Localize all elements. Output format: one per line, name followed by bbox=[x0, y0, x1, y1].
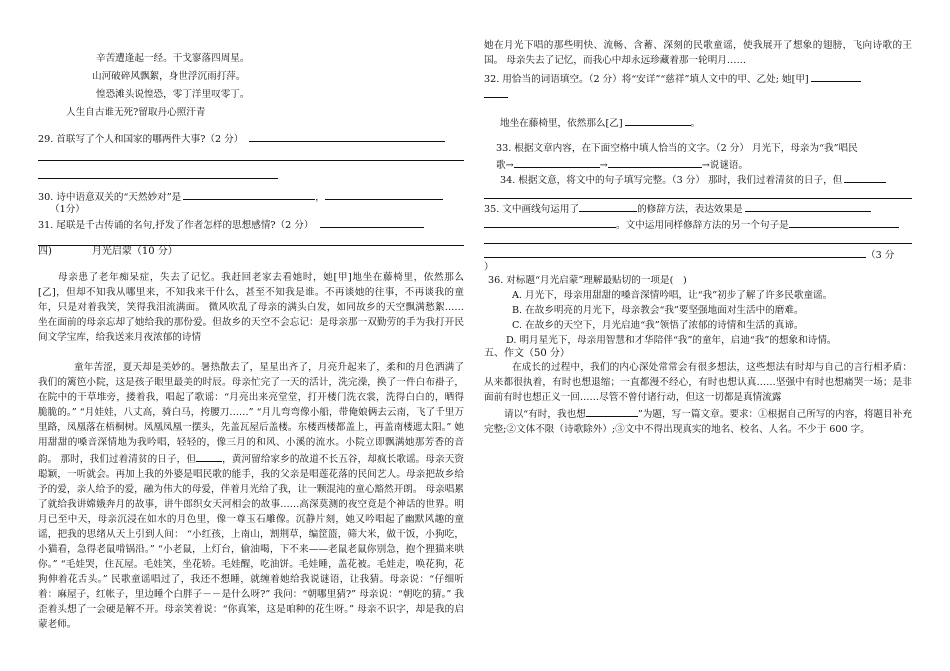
question-30-score: （1分） bbox=[50, 204, 85, 215]
essay-requirements: 请以“有时，我也想 ”为题，写一篇文章。要求：①根据自己所写的内容，将题目补充完整;②文体不限（诗歌除外）;③文中不得出现真实的地名、校名、人名。不少于 600 字。 bbox=[484, 405, 912, 437]
question-36: 36. 对标题“月光启蒙”理解最贴切的一项是( ) bbox=[488, 275, 687, 286]
answer-blank[interactable] bbox=[745, 200, 871, 212]
answer-blank[interactable] bbox=[38, 167, 278, 179]
question-30: 30. 诗中语意双关的“天然妙对”是 ， bbox=[38, 188, 443, 205]
answer-blank-jia[interactable] bbox=[811, 70, 861, 82]
option-a[interactable]: A. 月光下，母亲用甜甜的嗓音深情吟唱，让“我”初步了解了许多民歌童谣。 bbox=[512, 290, 833, 301]
option-d[interactable]: D. 明月星光下，母亲用智慧和才华陪伴“我”的童年，启迪“我”的想象和诗情。 bbox=[506, 335, 837, 346]
answer-line bbox=[484, 86, 508, 103]
passage-main-part-1: 童年苦涩，夏天却是美妙的。暑热散去了，星星出齐了，月亮升起来了，柔和的月色洒满了我们的篱笆小院，这是孩子眼里最美的时辰。母亲忙完了一天的活计，洗完澡，换了一件白布褂子，在院中的干草堆旁，搂着我，唱起了歌谣：“月亮出来亮堂堂，打开楼门洗衣裳，洗得白白的，晒得脆脆的。” “月娃娃，八丈高，骑白马，挎腰刀……” “月儿弯弯像小船，带俺娘俩去云南，飞了千里万里路，凤凰落在梧桐树。凤凰凤凰一摆头，先盖瓦屋后盖楼。东楼西楼都盖上，再盖南楼遮太阳。” 她用甜甜的嗓音深情地为我吟唱，轻轻的，像三月的和风、小溪的流水。小院立即飘满她那芳香的音韵。 那时，我们过着清贫的日子，但 ，黄河留给家乡的故道不长五谷，却疯长歌谣。母亲天资聪颖，一听就会。再加上我的外婆是唱民歌的能手，我的父亲是唱莲花落的民间艺人。母亲把故乡给予的爱，亲人给予的爱，融为伟大的母爱，伴着月光给了我，让一颗混沌的童心豁然开朗。 母亲唱累了就给我讲嫦娥奔月的故事，讲牛郎织女天河相会的故事……高深莫测的夜空竟是个神话的世界。明月已至中天，母亲沉浸在如水的月色里，像一尊玉石雕像。沉静片刻，她又吟唱起了幽默风趣的童谣，把我的思绪从天上引到人间： “小红孩，上南山，割荆草，编筐篮，筛大米，做干饭，小狗吃，小猫看，急得老鼠啃锅沿。” “小老鼠，上灯台，偷油喝，下不来——老鼠老鼠你别急，抱个狸猫来哄你。” “毛娃哭，住瓦屋。毛娃笑，坐花轿。毛娃醒，吃油饼。毛娃睡，盖花被。毛娃走，唤花狗，花狗伸着花舌头。” 民歌童谣唱过了，我还不想睡，就缠着她给我说谜语，让我猜。母亲说：“仔细听着：麻屋子，红帐子，里边睡个白胖子－－是什么呀?” 我问：“朝哪里猜?” 母亲说：“朝吃的猜。” 我歪着头想了一会硬是解不开。母亲笑着说：“你真笨，这是咱种的花生呀。” 母亲不识字，却是我的启蒙老师。 bbox=[38, 362, 464, 630]
answer-blank[interactable] bbox=[484, 232, 912, 244]
answer-blank[interactable] bbox=[514, 156, 600, 168]
poem-line-2: 山河破碎风飘絮，身世浮沉雨打萍。 bbox=[92, 71, 246, 82]
answer-blank[interactable] bbox=[608, 156, 702, 168]
passage-main bbox=[38, 360, 464, 632]
question-33: 33. 根据文章内容，在下面空格中填人恰当的文字。（2 分） 月光下，母亲为“我”唱民 bbox=[496, 143, 858, 154]
question-33-blanks: 歌→ → →说谜语。 bbox=[496, 156, 748, 173]
option-c[interactable]: C. 在故乡的天空下，月光启迪“我”领悟了浓郁的诗情和生活的真谛。 bbox=[512, 320, 804, 331]
poem-line-1: 辛苦遭逢起一经。干戈寥落四周星。 bbox=[96, 53, 250, 64]
answer-blank-yi[interactable] bbox=[625, 114, 691, 126]
question-30-text: 30. 诗中语意双关的“天然妙对”是 bbox=[38, 192, 182, 203]
question-32 bbox=[484, 70, 861, 87]
question-35-close: ） bbox=[484, 262, 494, 273]
answer-blank[interactable] bbox=[484, 246, 866, 258]
essay-prompt: 在成长的过程中，我们的内心深处常常会有很多想法，这些想法有时却与自己的言行相矛盾：从来都很执着，有时也想退缩；一直都漫不经心，有时也想认真……坚强中有时也想痛哭一场；是非面前有时也想正义一回……尽管不曾付诸行动，但这一切都是真情流露 bbox=[484, 362, 912, 403]
question-35-line-4: （3 分 bbox=[484, 246, 894, 263]
answer-line bbox=[38, 149, 464, 166]
poem-line-4: 人生自古谁无死?留取丹心照汗青 bbox=[66, 107, 206, 118]
answer-blank[interactable] bbox=[484, 187, 912, 199]
poem-line-3: 惶恐滩头说惶恐，零丁洋里叹零丁。 bbox=[96, 89, 250, 100]
answer-blank[interactable] bbox=[844, 171, 886, 183]
passage-intro: 母亲患了老年痴呆症，失去了记忆。我赶回老家去看她时，她[甲]地坐在藤椅里，依然那么[乙]，但却不知我从哪里来，不知我来干什么，甚至不知我是谁。不再谈她的往事，不再谈我的童年，只是对着我笑，笑得我泪流满面。 微风吹乱了母亲的满头白发，如同故乡的天空飘满愁絮…… 坐在面前的母亲忘却了她给我的那份爱。但故乡的天空不会忘记：是母亲那一双勤劳的手为我打开民间文学宝库，给我送来月夜浓郁的诗情 bbox=[38, 272, 464, 343]
section-5-title: 五、作文（50 分） bbox=[484, 348, 570, 359]
question-29-text: 29. 首联写了个人和国家的哪两件大事?（2 分） bbox=[38, 134, 244, 145]
answer-line bbox=[38, 167, 278, 184]
answer-blank[interactable] bbox=[320, 216, 424, 228]
passage-ending: 她在月光下唱的那些明快、流畅、含蓄、深刻的民歌童谣，使我展开了想象的翅膀，飞向诗歌的王国。 母亲失去了记忆，而我心中却永远珍藏着那一轮明月…… bbox=[484, 40, 912, 66]
question-32-line-2: 地坐在藤椅里，依然那么[乙] 。 bbox=[500, 114, 700, 131]
question-31 bbox=[38, 216, 424, 233]
underlined-sentence-gap bbox=[196, 450, 222, 462]
question-32-text: 32. 用恰当的词语填空。（2 分）将“安详”“慈祥”填人文中的甲、乙处; 她[甲] bbox=[484, 74, 809, 85]
question-29 bbox=[38, 130, 445, 147]
answer-blank[interactable] bbox=[38, 149, 464, 161]
answer-blank[interactable] bbox=[484, 216, 616, 228]
answer-blank[interactable] bbox=[789, 216, 899, 228]
section-4-title: 四) 月光启蒙（10 分） bbox=[38, 246, 178, 257]
question-34: 34. 根据文意，将文中的句子填写完整。（3 分） 那时，我们过着清贫的日子，但 bbox=[500, 171, 886, 188]
option-b[interactable]: B. 在故乡明亮的月光下，母亲教会“我”要坚强地面对生活中的磨难。 bbox=[512, 305, 804, 316]
question-31-text: 31. 尾联是千古传诵的名句,抒发了作者怎样的思想感情?（2 分） bbox=[38, 220, 314, 231]
answer-blank[interactable] bbox=[183, 188, 315, 200]
question-35: 35. 文中画线句运用了 的修辞方法，表达效果是 bbox=[484, 200, 871, 217]
answer-blank[interactable] bbox=[484, 86, 508, 98]
answer-blank[interactable] bbox=[579, 200, 637, 212]
answer-blank[interactable] bbox=[249, 130, 445, 142]
question-35-line-2: 。文中运用同样修辞方法的另一个句子是 bbox=[484, 216, 899, 233]
essay-title-blank[interactable] bbox=[586, 405, 638, 417]
answer-blank[interactable] bbox=[325, 188, 443, 200]
